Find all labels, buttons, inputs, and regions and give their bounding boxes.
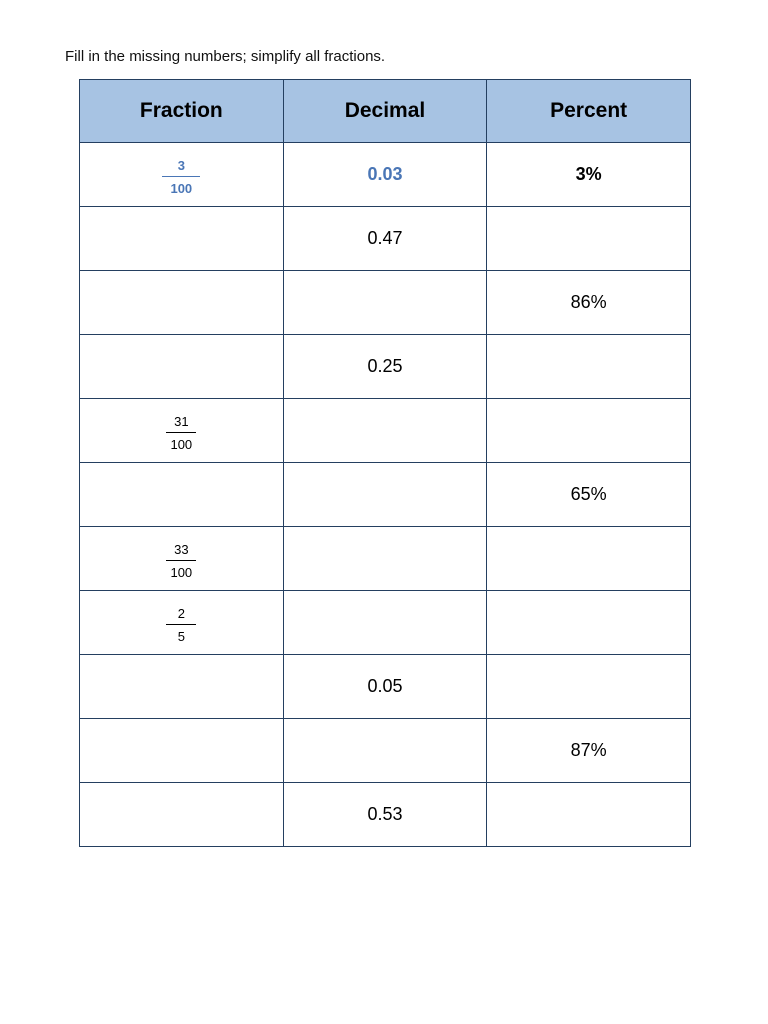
fraction-cell [80, 399, 284, 463]
table-row [80, 527, 691, 591]
table-row [80, 719, 691, 783]
percent-value: 3% [575, 164, 602, 184]
header-decimal: Decimal [283, 80, 487, 143]
decimal-value: 0.03 [367, 164, 403, 184]
decimal-cell[interactable] [283, 591, 487, 655]
example-row [80, 143, 691, 207]
decimal-cell [283, 335, 487, 399]
fraction-numerator: 3 [177, 158, 185, 173]
fraction-numerator: 31 [174, 414, 189, 429]
decimal-cell[interactable] [283, 719, 487, 783]
percent-value: 87% [570, 740, 607, 760]
percent-cell[interactable] [487, 591, 691, 655]
percent-cell[interactable] [487, 655, 691, 719]
percent-cell [487, 143, 691, 207]
fraction [166, 607, 196, 643]
decimal-cell [283, 143, 487, 207]
fraction-denominator: 100 [170, 181, 193, 196]
table-row [80, 271, 691, 335]
decimal-cell[interactable] [283, 271, 487, 335]
percent-cell [487, 719, 691, 783]
fraction-cell[interactable] [80, 271, 284, 335]
percent-cell [487, 463, 691, 527]
fraction-cell[interactable] [80, 463, 284, 527]
decimal-value: 0.53 [367, 804, 403, 824]
fraction-denominator: 100 [170, 565, 193, 580]
fraction-cell [80, 591, 284, 655]
percent-cell[interactable] [487, 335, 691, 399]
percent-cell [487, 271, 691, 335]
fraction-numerator: 33 [174, 542, 189, 557]
percent-cell[interactable] [487, 207, 691, 271]
table-row [80, 399, 691, 463]
table-body [80, 143, 691, 847]
table-row [80, 463, 691, 527]
conversion-table [79, 79, 691, 847]
decimal-cell[interactable] [283, 527, 487, 591]
fraction-cell[interactable] [80, 655, 284, 719]
fraction-cell [80, 143, 284, 207]
decimal-cell [283, 207, 487, 271]
instructions-text: Fill in the missing numbers; simplify all fractions. [65, 48, 386, 65]
header-percent: Percent [487, 80, 691, 143]
fraction-denominator: 100 [170, 437, 193, 452]
table-row [80, 783, 691, 847]
fraction-cell[interactable] [80, 335, 284, 399]
fraction-numerator: 2 [177, 606, 185, 621]
percent-value: 65% [570, 484, 607, 504]
fraction [166, 415, 196, 451]
decimal-cell[interactable] [283, 463, 487, 527]
header-fraction: Fraction [80, 80, 284, 143]
table-row [80, 335, 691, 399]
fraction-cell[interactable] [80, 207, 284, 271]
decimal-value: 0.05 [367, 676, 403, 696]
fraction-denominator: 5 [177, 629, 185, 644]
table-row [80, 591, 691, 655]
fraction-cell [80, 527, 284, 591]
percent-cell[interactable] [487, 783, 691, 847]
fraction-cell[interactable] [80, 783, 284, 847]
decimal-cell[interactable] [283, 399, 487, 463]
fraction-cell[interactable] [80, 719, 284, 783]
decimal-cell [283, 655, 487, 719]
table-row [80, 655, 691, 719]
table-row [80, 207, 691, 271]
decimal-cell [283, 783, 487, 847]
decimal-value: 0.25 [367, 356, 403, 376]
fraction [166, 543, 196, 579]
decimal-value: 0.47 [367, 228, 403, 248]
percent-cell[interactable] [487, 399, 691, 463]
header-row [80, 80, 691, 143]
percent-value: 86% [570, 292, 607, 312]
fraction [162, 159, 200, 195]
percent-cell[interactable] [487, 527, 691, 591]
